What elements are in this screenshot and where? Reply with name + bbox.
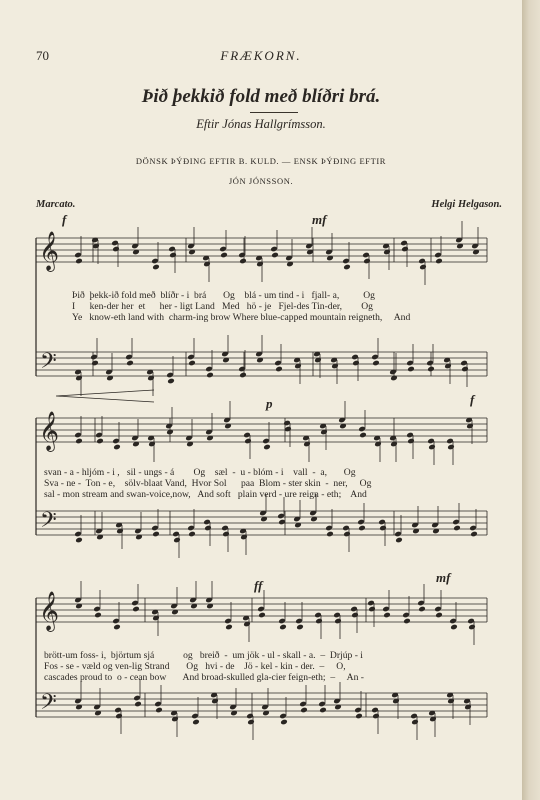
- system1-treble-note: [343, 264, 351, 271]
- system3-bass-note: [411, 719, 419, 726]
- system3-treble-note: [113, 624, 121, 631]
- system2-treble-note: [96, 438, 104, 445]
- system2-bass-note: [222, 531, 230, 538]
- system3-bass-note: [319, 707, 327, 714]
- song-title: Þið þekkið fold með blíðri brá.: [141, 86, 381, 107]
- system2-treble-note: [407, 438, 415, 445]
- system3-treble-note: [435, 612, 443, 619]
- page-number: 70: [36, 48, 49, 63]
- dynamic-forte-1: f: [62, 212, 67, 227]
- system1-treble-note: [169, 252, 177, 259]
- system1-treble-note: [363, 258, 371, 265]
- system3-treble-note: [368, 606, 376, 613]
- system3-treble-note: [296, 624, 304, 631]
- lyric-system1-danish: I ken-der her et her - ligt Land Med hö - je Fjel-des Tin-der, Og: [72, 301, 373, 312]
- system3-bass-note: [372, 713, 380, 720]
- system1-treble-note: [220, 252, 228, 259]
- system2-treble-note: [447, 444, 455, 451]
- decrescendo-hairpin: [56, 390, 154, 402]
- system2-treble-note: [113, 444, 121, 451]
- system2-bass-note: [326, 531, 334, 538]
- dynamic-mezzoforte-2: mf: [436, 570, 451, 585]
- system1-bass-note: [188, 360, 196, 367]
- system2-bass-note: [395, 537, 403, 544]
- dynamic-forte-2: f: [470, 392, 475, 407]
- system3-treble-note: [418, 606, 426, 613]
- system3-bass-note: [115, 713, 123, 720]
- system1-bass-note: [239, 372, 247, 379]
- system3-treble-note: [279, 624, 287, 631]
- lyric-system2-icelandic: svan - a - hljóm - i , sil - ungs - á Og sæl - u - blóm - i vall - a, Og: [44, 467, 356, 478]
- system2-treble-note: [75, 438, 83, 445]
- system1-treble-note: [271, 252, 279, 259]
- system1-bass-note: [91, 360, 99, 367]
- dynamic-fortissimo: ff: [254, 578, 263, 593]
- system1-treble-note: [419, 264, 427, 271]
- running-title: FRÆKORN.: [220, 48, 302, 63]
- system1-treble-note: [75, 258, 83, 265]
- system2-bass-note: [204, 525, 212, 532]
- system2-bass-note: [358, 525, 366, 532]
- composer: Helgi Helgason.: [431, 199, 502, 210]
- system1-bass-note: [126, 360, 134, 367]
- system3-treble-note: [94, 612, 102, 619]
- system1-bass-note: [206, 372, 214, 379]
- system3-treble-note: [225, 624, 233, 631]
- system2-bass-note: [173, 537, 181, 544]
- system2-bass-note: [379, 525, 387, 532]
- system2-bass-note: [343, 531, 351, 538]
- system3-treble-note: [468, 624, 476, 631]
- lyric-system3-danish: Fos - se - væld og ven-lig Strand Og hvi - de Jö - kel - kin - der. – O,: [44, 661, 346, 672]
- system1-bass-note: [275, 366, 283, 373]
- system3-treble-clef-icon: 𝄞: [39, 591, 60, 631]
- system1-treble-note: [152, 264, 160, 271]
- system3-treble-note: [351, 612, 359, 619]
- lyric-system2-english: sal - mon stream and swan-voice,now, And soft plain verd - ure reign - eth; And: [44, 489, 367, 500]
- system2-bass-note: [453, 525, 461, 532]
- system1-treble-note: [112, 246, 120, 253]
- system1-treble-note: [401, 246, 409, 253]
- system2-treble-note: [244, 438, 252, 445]
- system2-treble-note: [428, 444, 436, 451]
- system1-treble-note: [435, 258, 443, 265]
- system2-treble-note: [359, 432, 367, 439]
- system3-bass-note: [192, 719, 200, 726]
- system1-bass-note: [372, 360, 380, 367]
- translator-name: JÓN JÓNSSON.: [228, 176, 294, 186]
- system1-treble-clef-icon: 𝄞: [39, 231, 60, 271]
- system3-bass-clef-icon: 𝄢: [40, 690, 57, 720]
- translation-credit: DÖNSK ÞÝÐING EFTIR B. KULD. — ENSK ÞÝÐING EFTIR: [135, 156, 387, 166]
- system3-treble-note: [450, 624, 458, 631]
- system1-bass-note: [167, 378, 175, 385]
- dynamic-mezzoforte-1: mf: [312, 212, 327, 227]
- lyric-system1-icelandic: Þið þekk-ið fold með blíðr - i brá Og blá - um tind - i fjall- a, Og: [72, 290, 375, 301]
- song-author: Eftir Jónas Hallgrímsson.: [196, 117, 326, 131]
- lyric-system1-english: Ye know-eth land with charm-ing brow Where blue-capped mountain reigneth, And: [72, 312, 411, 323]
- book-spine: [522, 0, 540, 800]
- system3-treble-note: [315, 618, 323, 625]
- system2-bass-note: [188, 531, 196, 538]
- system3-bass-note: [134, 701, 142, 708]
- system3-bass-note: [300, 707, 308, 714]
- lyric-system3-english: cascades proud to o - cean bow And broad-skulled gla-cier feign-eth; – An -: [44, 672, 364, 683]
- system2-bass-note: [152, 531, 160, 538]
- dynamic-piano: p: [266, 396, 273, 411]
- system3-treble-note: [334, 618, 342, 625]
- system3-bass-note: [155, 707, 163, 714]
- system2-bass-note: [470, 531, 478, 538]
- system2-bass-clef-icon: 𝄢: [40, 508, 57, 538]
- system1-bass-note: [427, 366, 435, 373]
- system1-bass-clef-icon: 𝄢: [40, 349, 57, 379]
- system1-bass-note: [407, 366, 415, 373]
- system3-treble-note: [132, 606, 140, 613]
- system3-treble-note: [258, 612, 266, 619]
- lyric-system3-icelandic: brött-um foss- i, björtum sjá og breið - um jök - ul - skall - a. – Drjúp - i: [44, 650, 363, 661]
- system2-treble-note: [263, 444, 271, 451]
- lyric-system2-danish: Sva - ne - Ton - e, sölv-blaat Vand, Hvor Sol paa Blom - ster skin - ner, Og: [44, 478, 372, 489]
- system1-bass-note: [352, 360, 360, 367]
- system1-bass-note: [461, 366, 469, 373]
- system3-treble-note: [403, 618, 411, 625]
- tempo-marking: Marcato.: [36, 199, 76, 210]
- system2-treble-clef-icon: 𝄞: [39, 411, 60, 451]
- system3-bass-note: [247, 719, 255, 726]
- system3-bass-note: [280, 719, 288, 726]
- system1-treble-note: [239, 258, 247, 265]
- system3-treble-note: [383, 612, 391, 619]
- system3-bass-note: [355, 713, 363, 720]
- system2-bass-note: [75, 537, 83, 544]
